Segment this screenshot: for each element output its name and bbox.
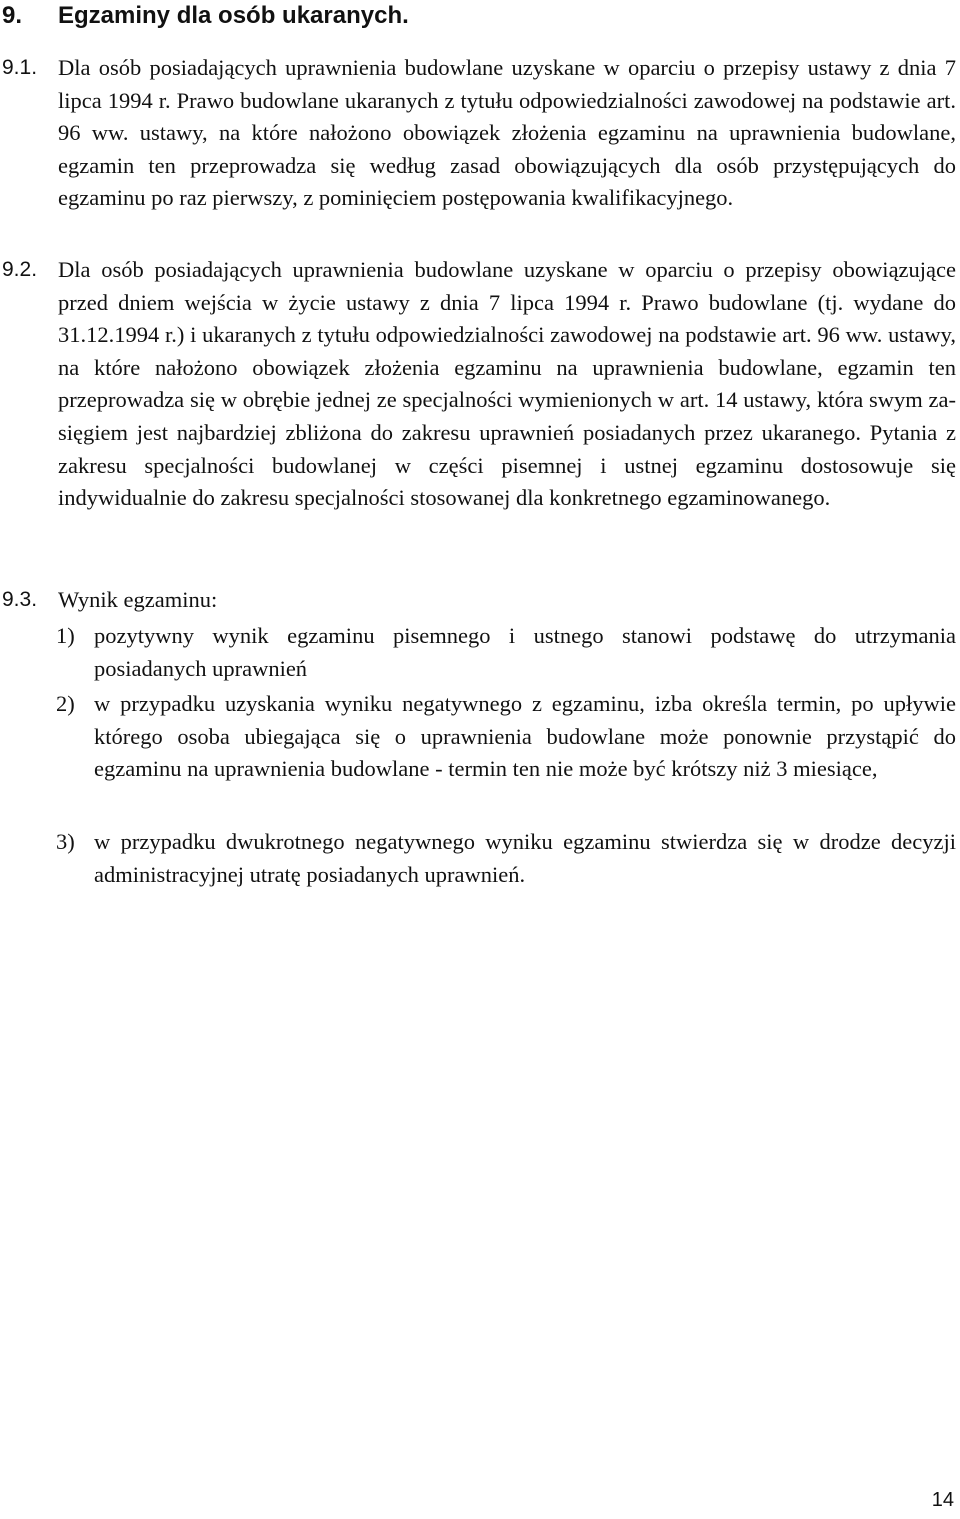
list-item [56,826,956,891]
list-item-text: w przypadku dwukrotnego negatywnego wyniku egzaminu stwierdza się w drodze decyzji administracyjnej utratę posiadanych uprawnień. [94,829,956,887]
list-item-number: 1) [56,623,75,648]
list-item [56,688,956,786]
section-number: 9.2. [2,258,38,281]
list-item-text: w przypadku uzyskania wyniku negatywnego z egzaminu, izba określa termin, po upływie którego osoba ubiegająca się o uprawnienia budowlane może ponownie przystąpić do egzaminu na uprawnienia budowlane - termin ten nie może być krótszy niż 3 miesiące, [94,691,956,782]
section-text: Dla osób posiadających uprawnienia budowlane uzyskane w oparciu o przepisy ustawy z dnia 7 lipca 1994 r. Prawo budowlane ukaranych z tytułu odpowiedzialności zawodowej na podstawie art. 96 ww. ustawy, na które nałożono obowiązek złożenia egzaminu na uprawnienia budowlane, egzamin ten przeprowadza się według zasad obowiązujących dla osób przystępujących do egzaminu po raz pierwszy, z pominięciem postępowania kwalifikacyjnego. [58,55,956,211]
section-9-3 [2,584,956,617]
section-9-1 [2,52,956,215]
list-item-number: 3) [56,829,75,854]
list-item-text: pozytywny wynik egzaminu pisemnego i ustnego stanowi podstawę do utrzymania posiadanych uprawnień [94,623,956,681]
section-number: 9.3. [2,588,38,611]
chapter-number: 9. [2,2,23,29]
page-number: 14 [931,1489,954,1511]
section-text: Wynik egzaminu: [58,587,218,612]
section-text: Dla osób posiadających uprawnienia budowlane uzyskane w oparciu o przepisy obowiązujące przed dniem wejścia w życie ustawy z dnia 7 lipca 1994 r. Prawo budowlane (tj. wydane do 31.12.1994 r.) i ukaranych z tytułu odpowiedzialności zawodowej na podstawie art. 96 ww. ustawy, na które nałożono obowiązek złożenia egzaminu na uprawnienia budowlane, egzamin ten przeprowadza się w obrębie jednej ze specjalności wymienionych w art. 14 ustawy, która swym zasięgiem jest najbardziej zbliżona do zakresu uprawnień posiadanych przez ukaranego. Pytania z zakresu specjalności budowlanej w części pisemnej i ustnej egzaminu dostosowuje się indywidualnie do zakresu specjalności stosowanej dla konkretnego egzaminowanego. [58,257,956,511]
section-number: 9.1. [2,56,38,79]
section-9-2 [2,254,956,515]
list-item [56,620,956,685]
chapter-heading [2,0,409,32]
chapter-title: Egzaminy dla osób ukaranych. [58,2,409,29]
list-item-number: 2) [56,691,75,716]
